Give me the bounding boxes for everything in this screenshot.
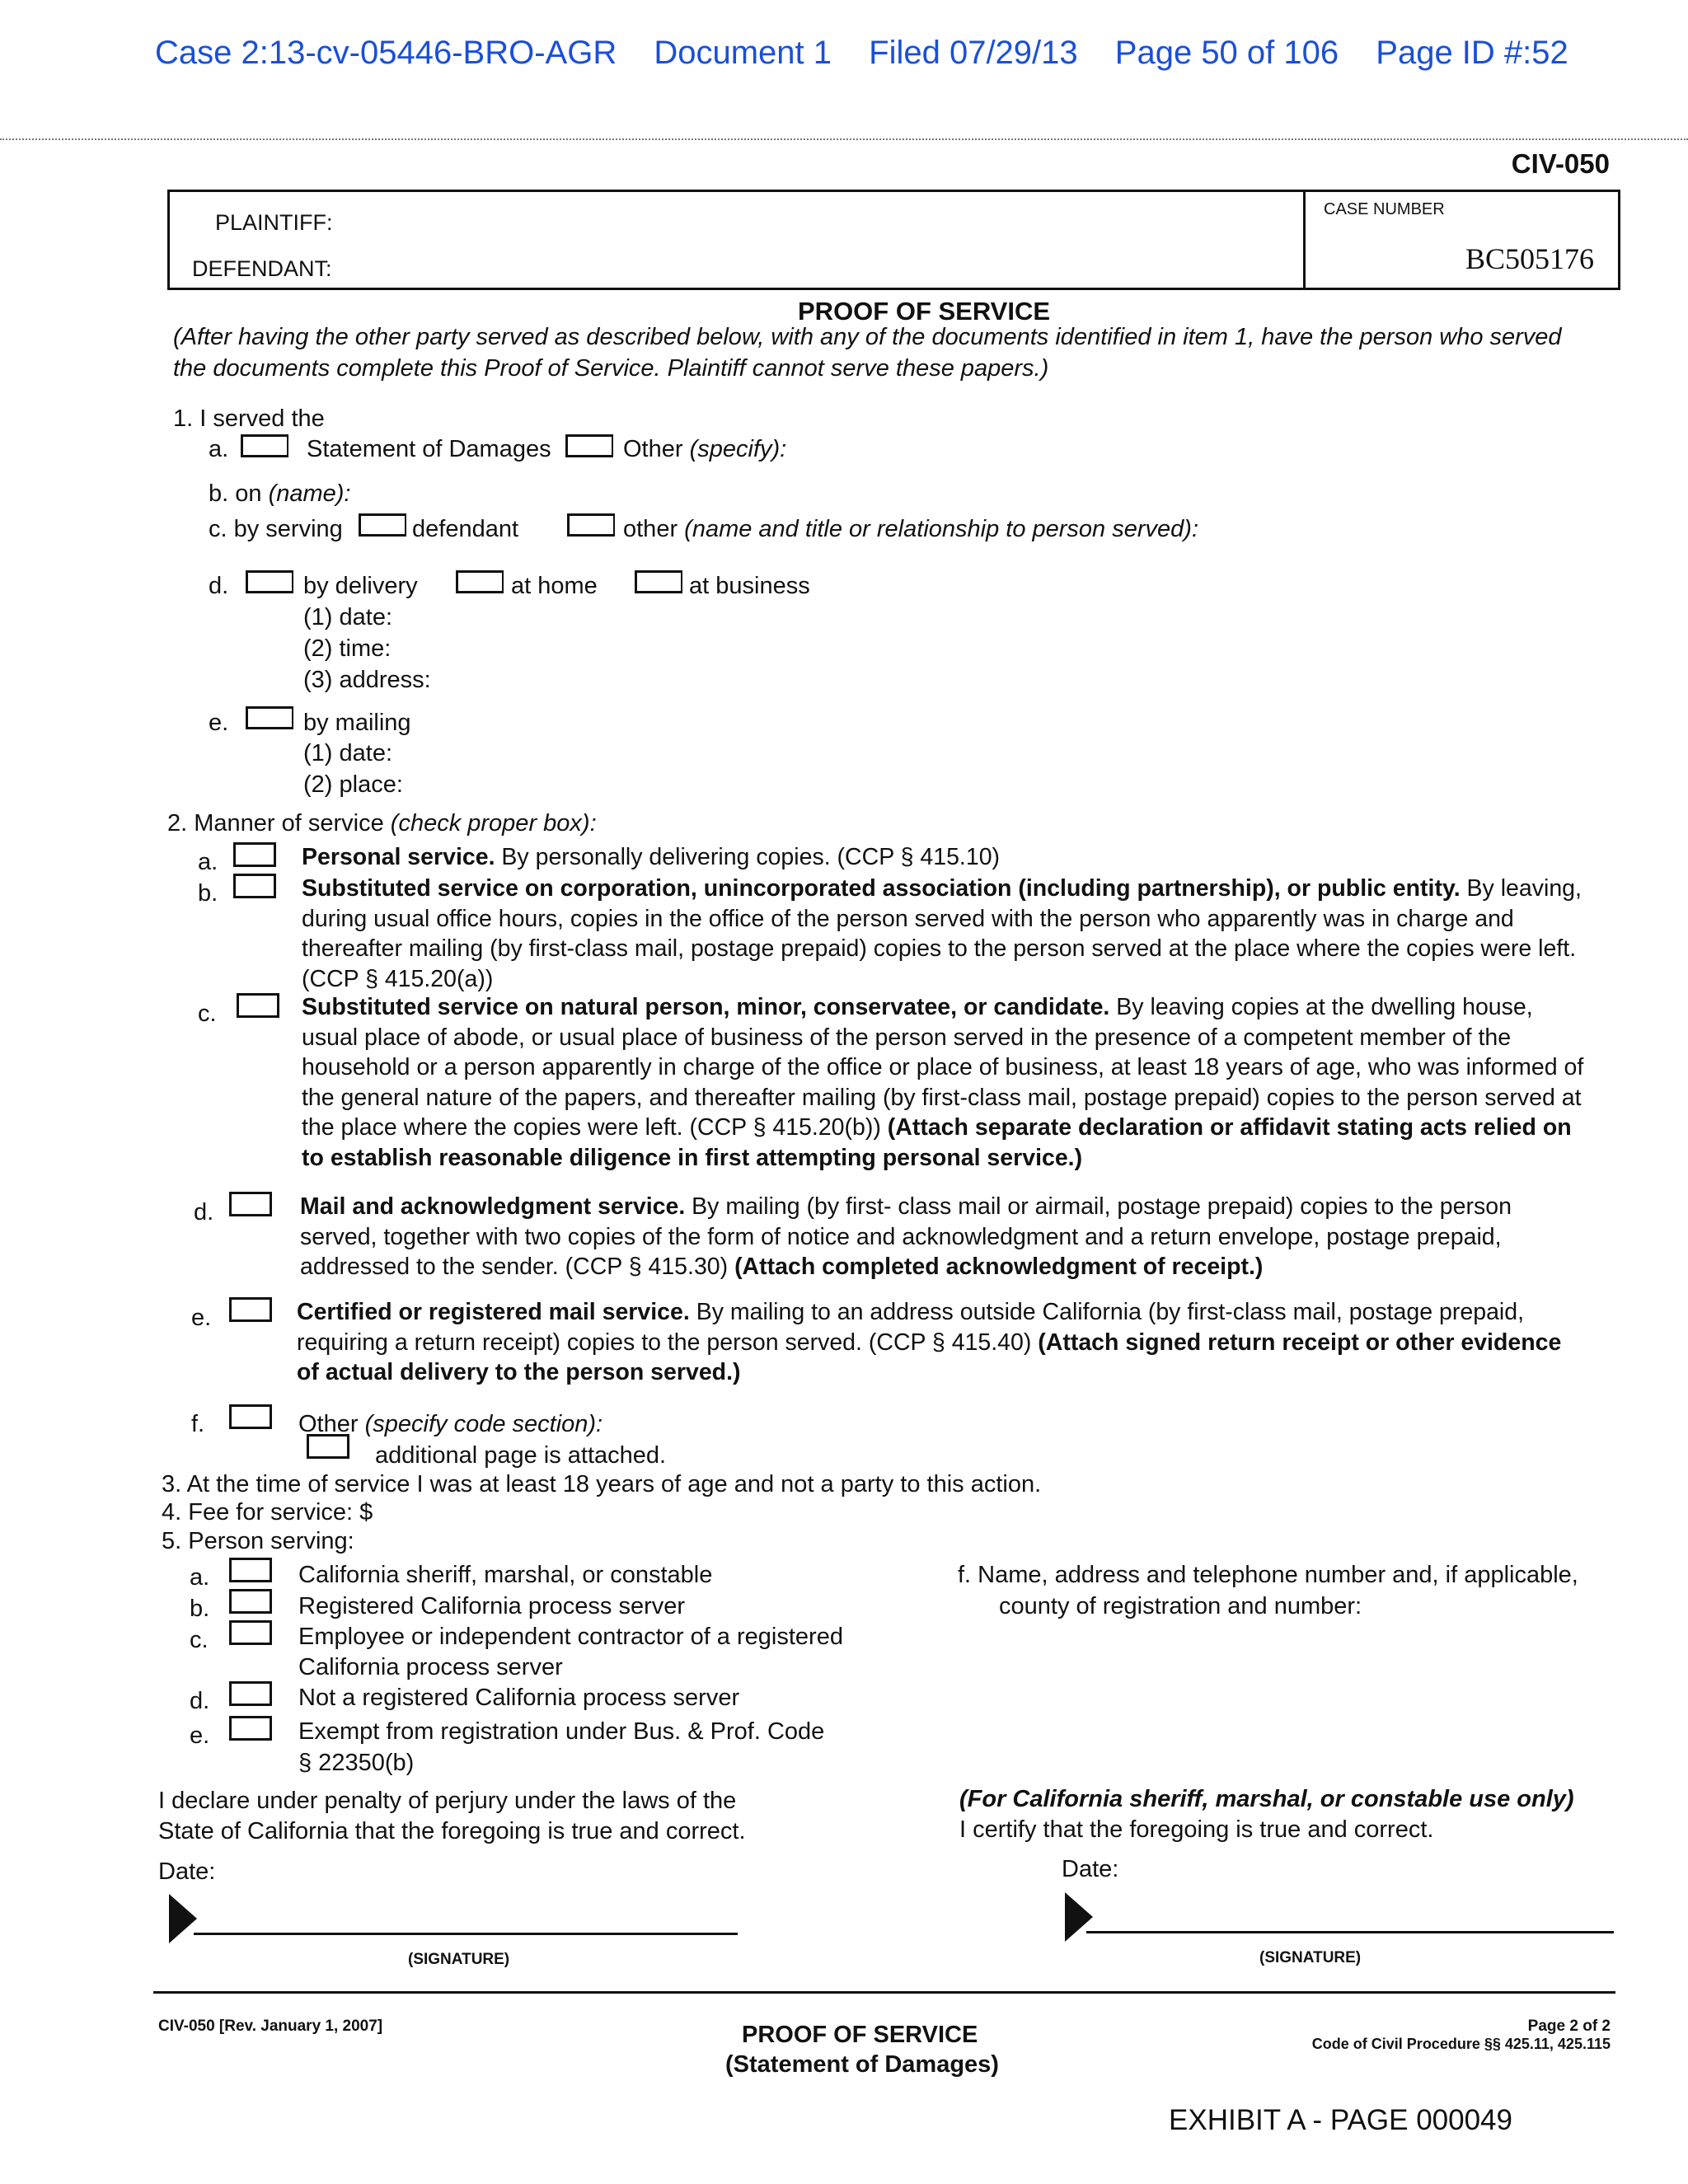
at-home-checkbox[interactable] <box>456 570 504 593</box>
by-mailing-checkbox[interactable] <box>246 706 293 729</box>
substituted-service-person-text: Substituted service on natural person, minor, conservatee, or candidate. By leaving copies at the dwelling house, usual place of abode, or usual place of business of the person served in the presence of a competent member of the household or a person apparently in charge of the office or place of business, at least 18 years of age, who was informed of the general nature of the papers, and thereafter mailing (by first-class mail, postage prepaid) copies to the person served at the place where the copies were left. (CCP § 415.20(b)) (Attach separate declaration or affidavit stating acts relied on to establish reasonable diligence in first attempting personal service.) <box>302 994 1584 1171</box>
page-id-header: Page ID #:52 <box>1376 35 1568 71</box>
signature-line-right[interactable] <box>1086 1931 1614 1933</box>
certified-mail-checkbox[interactable] <box>229 1297 272 1322</box>
item5-intro: 5. Person serving: <box>162 1528 354 1554</box>
at-home-label: at home <box>511 573 598 599</box>
item1-d-letter: d. <box>209 573 229 599</box>
employee-contractor-label-2: California process server <box>298 1654 563 1680</box>
by-mailing-label: by mailing <box>303 710 411 736</box>
item1-a-letter: a. <box>209 436 229 462</box>
caption-divider <box>1303 192 1306 288</box>
item5-f-label-2: county of registration and number: <box>999 1593 1362 1619</box>
at-business-label: at business <box>689 573 810 599</box>
item2-f-letter: f. <box>191 1411 205 1437</box>
item1-e-letter: e. <box>209 710 229 736</box>
item1-b-on-name: b. on (name): <box>209 480 351 507</box>
item1-intro: 1. I served the <box>173 405 325 432</box>
item2-d-letter: d. <box>194 1199 214 1226</box>
employee-contractor-checkbox[interactable] <box>229 1620 272 1645</box>
plaintiff-label: PLAINTIFF: <box>215 210 333 235</box>
additional-page-label: additional page is attached. <box>375 1442 667 1469</box>
footer-rule <box>153 1991 1615 1994</box>
instructions-line-1: (After having the other party served as described below, with any of the documents identified in item 1, have the person who served <box>173 324 1562 350</box>
not-registered-label: Not a registered California process server <box>298 1685 740 1711</box>
other-person-label: other (name and title or relationship to person served): <box>623 516 1198 542</box>
filed-date-header: Filed 07/29/13 <box>869 35 1078 71</box>
case-number-header: Case 2:13-cv-05446-BRO-AGR <box>155 35 617 71</box>
mail-acknowledgment-checkbox[interactable] <box>229 1192 272 1216</box>
form-title: PROOF OF SERVICE <box>798 297 1051 326</box>
exempt-checkbox[interactable] <box>229 1716 272 1741</box>
document-number-header: Document 1 <box>654 35 832 71</box>
item5-f-label-1: f. Name, address and telephone number and, if applicable, <box>958 1562 1578 1588</box>
mail-acknowledgment-text: Mail and acknowledgment service. By mailing (by first- class mail or airmail, postage prepaid) copies to the person served, together with two copies of the form of notice and acknowledgment and a return envelope, postage prepaid, addressed to the sender. (CCP § 415.30) (Attach completed acknowledgment of receipt.) <box>300 1193 1512 1280</box>
mailing-place-label: (2) place: <box>303 771 403 798</box>
case-number-value: BC505176 <box>1465 242 1595 275</box>
item2-b-letter: b. <box>198 880 218 907</box>
statement-of-damages-label: Statement of Damages <box>307 436 551 462</box>
substituted-service-entity-checkbox[interactable] <box>233 874 276 898</box>
item2-c-letter: c. <box>198 1001 217 1027</box>
item5-c-letter: c. <box>190 1627 209 1653</box>
not-registered-checkbox[interactable] <box>229 1681 272 1706</box>
instructions-line-2: the documents complete this Proof of Service. Plaintiff cannot serve these papers.) <box>173 355 1049 382</box>
registered-server-label: Registered California process server <box>298 1593 686 1619</box>
exhibit-stamp: EXHIBIT A - PAGE 000049 <box>1169 2104 1512 2136</box>
substituted-service-entity-text: Substituted service on corporation, unincorporated association (including partnership), or public entity. By leaving, during usual office hours, copies in the office of the person served with the person who apparently was in charge and thereafter mailing (by first-class mail, postage prepaid) copies to the person served at the place where the copies were left. (CCP § 415.20(a)) <box>302 875 1582 992</box>
item2-e-letter: e. <box>191 1305 212 1331</box>
header-divider <box>0 138 1688 140</box>
item5-a-letter: a. <box>190 1564 210 1591</box>
declaration-right-1: (For California sheriff, marshal, or constable use only) <box>959 1786 1574 1812</box>
page-count-header: Page 50 of 106 <box>1114 35 1339 71</box>
footer-form-revision: CIV-050 [Rev. January 1, 2007] <box>158 2018 383 2035</box>
item1-c-by-serving: c. by serving <box>209 516 343 542</box>
declaration-right-2: I certify that the foregoing is true and correct. <box>959 1816 1434 1843</box>
other-document-label: Other (specify): <box>623 436 787 462</box>
substituted-service-person-checkbox[interactable] <box>237 993 279 1018</box>
caption-box <box>167 190 1620 290</box>
item5-e-letter: e. <box>190 1722 210 1749</box>
footer-title-2: (Statement of Damages) <box>725 2051 999 2078</box>
by-delivery-label: by delivery <box>303 573 418 599</box>
sheriff-checkbox[interactable] <box>229 1558 272 1582</box>
other-person-checkbox[interactable] <box>567 513 615 537</box>
date-label-right: Date: <box>1062 1856 1119 1882</box>
statement-of-damages-checkbox[interactable] <box>241 434 288 457</box>
delivery-date-label: (1) date: <box>303 604 392 630</box>
case-number-label: CASE NUMBER <box>1324 200 1445 218</box>
at-business-checkbox[interactable] <box>635 570 682 593</box>
employee-contractor-label-1: Employee or independent contractor of a registered <box>298 1624 843 1650</box>
other-service-label: Other (specify code section): <box>298 1411 603 1437</box>
defendant-checkbox[interactable] <box>359 513 406 537</box>
signature-caption-left: (SIGNATURE) <box>408 1951 510 1968</box>
signature-caption-right: (SIGNATURE) <box>1259 1949 1362 1966</box>
exempt-label-1: Exempt from registration under Bus. & Prof. Code <box>298 1718 825 1745</box>
signature-line-left[interactable] <box>194 1933 738 1935</box>
item5-d-letter: d. <box>190 1688 210 1714</box>
signature-arrow-right-icon <box>1065 1892 1093 1942</box>
personal-service-text: Personal service. By personally delivering copies. (CCP § 415.10) <box>302 844 1001 870</box>
form-code: CIV-050 <box>1511 148 1610 179</box>
additional-page-checkbox[interactable] <box>307 1434 349 1459</box>
by-delivery-checkbox[interactable] <box>246 570 293 593</box>
delivery-time-label: (2) time: <box>303 635 392 662</box>
declaration-left-1: I declare under penalty of perjury under the laws of the <box>158 1788 737 1814</box>
item2-a-letter: a. <box>198 849 218 875</box>
registered-server-checkbox[interactable] <box>229 1589 272 1614</box>
exempt-label-2: § 22350(b) <box>298 1750 415 1776</box>
item4-fee-label: 4. Fee for service: $ <box>162 1499 373 1526</box>
footer-page-number: Page 2 of 2 <box>1527 2018 1611 2035</box>
court-header <box>155 35 1597 72</box>
item2-intro: 2. Manner of service (check proper box): <box>167 810 597 837</box>
defendant-label: defendant <box>412 516 519 542</box>
other-document-checkbox[interactable] <box>565 434 613 457</box>
footer-title-1: PROOF OF SERVICE <box>742 2022 978 2048</box>
item5-b-letter: b. <box>190 1596 210 1622</box>
defendant-label: DEFENDANT: <box>192 256 332 281</box>
personal-service-checkbox[interactable] <box>233 842 276 867</box>
item3-text: 3. At the time of service I was at least 18 years of age and not a party to this action. <box>162 1471 1042 1497</box>
delivery-address-label: (3) address: <box>303 667 431 693</box>
mailing-date-label: (1) date: <box>303 740 392 766</box>
declaration-left-2: State of California that the foregoing is true and correct. <box>158 1818 746 1844</box>
other-service-checkbox[interactable] <box>229 1404 272 1429</box>
date-label-left: Date: <box>158 1858 216 1885</box>
footer-code-citation: Code of Civil Procedure §§ 425.11, 425.115 <box>1311 2036 1611 2052</box>
signature-arrow-left-icon <box>169 1894 197 1943</box>
certified-mail-text: Certified or registered mail service. By mailing to an address outside California (by first-class mail, postage prepaid, requiring a return receipt) copies to the person served. (CCP § 415.40) (Attach signed return receipt or other evidence of actual delivery to the person served.) <box>297 1299 1562 1385</box>
sheriff-label: California sheriff, marshal, or constable <box>298 1562 713 1588</box>
